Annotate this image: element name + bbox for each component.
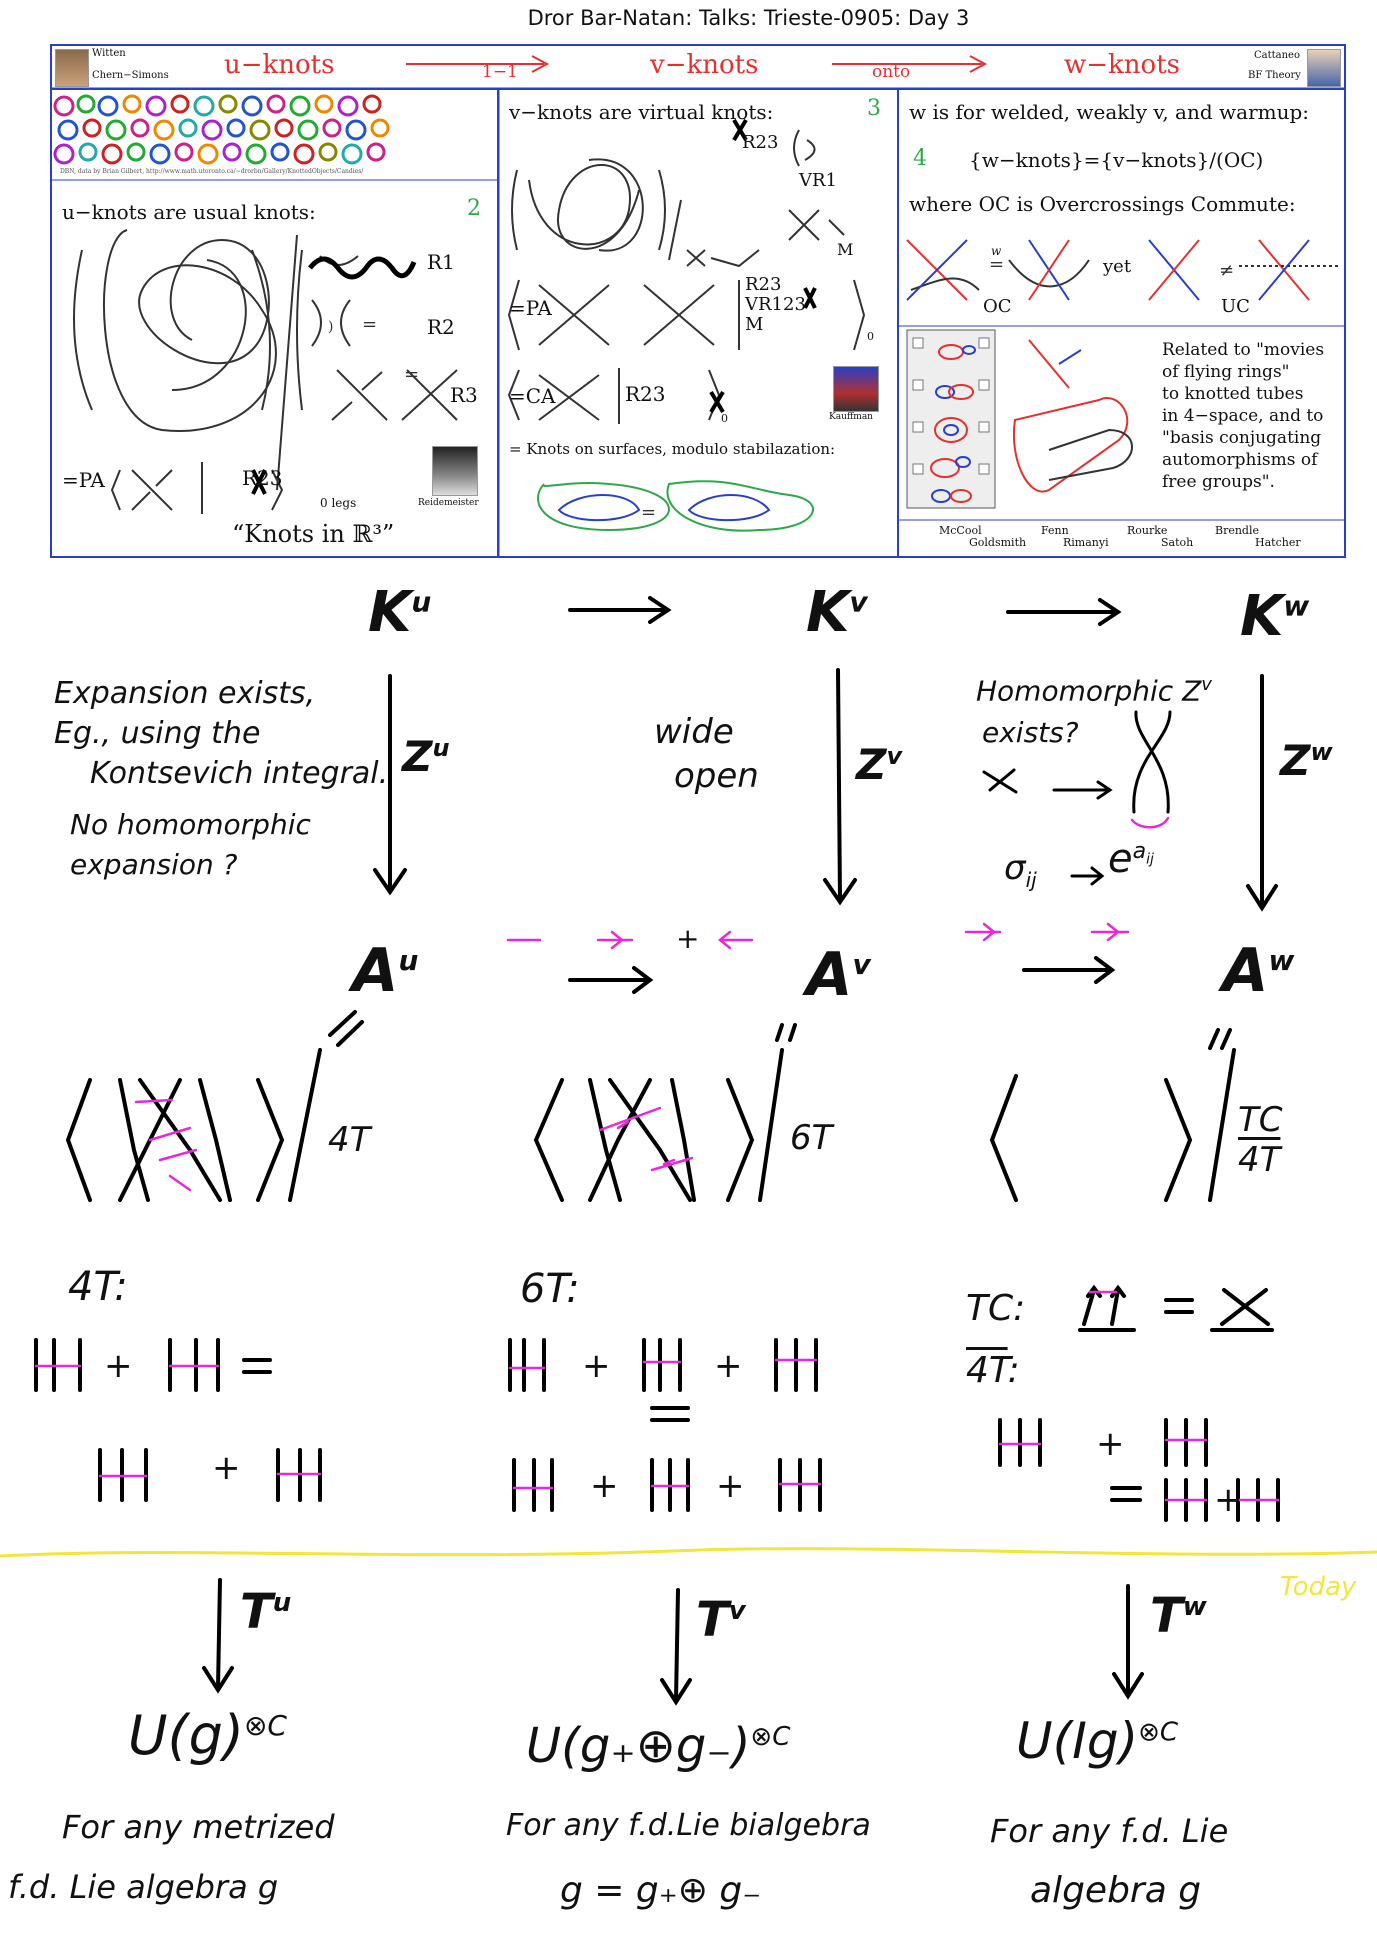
today-note: Today (1280, 1572, 1357, 1602)
bf-theory-label: BF Theory (1248, 70, 1301, 81)
expansion-note-3: Kontsevich integral. (90, 756, 389, 791)
plus-6t-b: + (714, 1346, 743, 1386)
name-goldsmith: Goldsmith (969, 536, 1027, 549)
svg-text:=: = (989, 254, 1005, 275)
oc-label: OC (983, 296, 1012, 317)
reidemeister-label: Reidemeister (418, 498, 479, 508)
cattaneo-label: Cattaneo (1254, 50, 1300, 61)
name-mccool: McCool (939, 524, 982, 537)
quotient-4t: 4T (328, 1120, 371, 1160)
t-w: $T^w$ (1150, 1588, 1207, 1644)
name-rourke: Rourke (1127, 524, 1168, 537)
v-heading: v−knots are virtual knots: (509, 100, 774, 124)
page-header: Dror Bar-Natan: Talks: Trieste-0905: Day 3 (527, 6, 970, 30)
related-line-3: to knotted tubes (1162, 384, 1304, 404)
quotient-tc: TC (1238, 1100, 1283, 1140)
k-u: $K^u$ (368, 580, 432, 645)
k-v: $K^v$ (806, 580, 868, 645)
sigma-ij: $\sigma_{ij}$ (1004, 848, 1037, 892)
name-fenn: Fenn (1041, 524, 1069, 537)
plus-6t-a: + (582, 1346, 611, 1386)
slide-number-3: 3 (867, 96, 881, 121)
ug-v: U(g₊⊕g₋)$^{\otimes C}$ (526, 1718, 791, 1774)
v-rel-m: M (745, 314, 764, 335)
equals-r3: = (404, 364, 420, 385)
t-u: $T^u$ (240, 1584, 292, 1640)
k-w: $K^w$ (1240, 584, 1310, 649)
vr1-label: VR1 (799, 170, 838, 191)
r23-label: R23 (242, 466, 283, 490)
v-rel-vr123: VR123 (745, 294, 806, 315)
plus-6t-c: + (590, 1466, 619, 1506)
v-pa-label: =PA (509, 296, 552, 320)
slide-number-4: 4 (913, 146, 927, 171)
zero-legs-label: 0 legs (320, 496, 357, 510)
expansion-note-2: Eg., using the (54, 716, 261, 751)
pa-label: =PA (62, 468, 105, 492)
no-hom-note-2: expansion ? (70, 848, 238, 881)
ca-label: =CA (509, 384, 556, 408)
related-line-1: Related to "movies (1162, 340, 1325, 360)
arrow-label-onto: onto (872, 62, 911, 82)
wide-open-2: open (674, 756, 759, 796)
name-hatcher: Hatcher (1255, 536, 1301, 549)
v-r23-label: R23 (742, 132, 779, 153)
plus-4t-a: + (104, 1346, 133, 1386)
condition-w-2: algebra g (1030, 1870, 1202, 1911)
v-sub-zero-b: 0 (721, 412, 728, 425)
uc-label: UC (1221, 296, 1250, 317)
v-r23b-label: R23 (625, 382, 666, 406)
arrow-label-1-1: 1−1 (482, 62, 518, 82)
yet-label: yet (1103, 256, 1132, 277)
z-w: $Z^w$ (1280, 736, 1333, 785)
condition-v-1: For any f.d.Lie bialgebra (506, 1808, 871, 1843)
condition-u-1: For any metrized (62, 1808, 335, 1846)
name-brendle: Brendle (1215, 524, 1260, 537)
name-rimanyi: Rimanyi (1063, 536, 1109, 549)
witten-label: Witten (92, 48, 126, 59)
a-u: $A^u$ (352, 936, 419, 1006)
plus-w-a: + (1096, 1424, 1125, 1464)
r3-label: R3 (450, 383, 478, 407)
u-caption: “Knots in ℝ³” (232, 520, 395, 548)
ug-u: $U(g)^{\otimes C}$ (128, 1704, 287, 1767)
label-4t: 4T: (68, 1264, 128, 1310)
expansion-note-1: Expansion exists, (54, 676, 316, 711)
svg-text:≠: ≠ (1219, 260, 1235, 281)
homomorphic-note-2: exists? (982, 716, 1079, 749)
z-v: $Z^v$ (856, 740, 903, 789)
label-arrow-4t: 4T: (966, 1350, 1020, 1391)
r1-label: R1 (427, 250, 455, 274)
t-v: $T^v$ (696, 1592, 746, 1648)
u-knots-title: u−knots (224, 50, 335, 80)
kauffman-label: Kauffman (829, 412, 873, 422)
surfaces-line: = Knots on surfaces, modulo stabilazation: (509, 440, 836, 458)
exp-a-ij: $e^{a_{ij}}$ (1108, 836, 1154, 882)
v-rel-r23: R23 (745, 274, 782, 295)
credit-line: DBN, data by Brian Gilbert, http://www.math.utoronto.ca/~drorbn/Gallery/KnottedObjects/Candies/ (60, 168, 364, 175)
w-over-equals: w (991, 244, 1002, 258)
quotient-6t: 6T (790, 1118, 833, 1158)
related-line-5: "basis conjugating (1162, 428, 1322, 448)
condition-w-1: For any f.d. Lie (990, 1812, 1229, 1850)
svg-text:): ) (328, 319, 334, 335)
svg-text:=: = (641, 502, 657, 523)
ug-w: $U(Ig)^{\otimes C}$ (1016, 1712, 1179, 1770)
homomorphic-note-1: Homomorphic $Z^v$ (976, 674, 1212, 708)
label-tc: TC: (966, 1288, 1026, 1329)
a-w: $A^w$ (1222, 936, 1295, 1006)
chern-simons-label: Chern−Simons (92, 70, 169, 81)
slide-number-2: 2 (467, 196, 481, 221)
svg-text:=: = (362, 314, 378, 335)
no-hom-note-1: No homomorphic (70, 808, 311, 841)
r2-label: R2 (427, 315, 455, 339)
name-satoh: Satoh (1161, 536, 1194, 549)
w-knots-title: w−knots (1064, 50, 1180, 80)
a-v: $A^v$ (806, 940, 871, 1010)
u-heading: u−knots are usual knots: (62, 200, 316, 224)
condition-u-2: f.d. Lie algebra g (8, 1868, 279, 1906)
w-heading: w is for welded, weakly v, and warmup: (909, 100, 1310, 124)
v-knots-title: v−knots (650, 50, 759, 80)
quotient-arrow-4t: 4T (1238, 1140, 1281, 1180)
related-line-6: automorphisms of (1162, 450, 1318, 470)
related-line-7: free groups". (1162, 472, 1275, 492)
label-6t: 6T: (520, 1266, 580, 1312)
w-definition: {w−knots}={v−knots}/(OC) (969, 148, 1264, 172)
v-sub-zero: 0 (867, 330, 874, 343)
m-label: M (837, 240, 854, 259)
related-line-2: of flying rings" (1162, 362, 1290, 382)
plus-mid: + (676, 922, 700, 955)
wide-open-1: wide (654, 712, 734, 752)
condition-v-2: g = g₊⊕ g₋ (560, 1870, 762, 1911)
related-line-4: in 4−space, and to (1162, 406, 1324, 426)
plus-6t-d: + (716, 1466, 745, 1506)
oc-line: where OC is Overcrossings Commute: (909, 192, 1296, 216)
z-u: $Z^u$ (402, 732, 450, 781)
plus-4t-b: + (212, 1448, 241, 1488)
plus-w-b: + (1214, 1480, 1243, 1520)
